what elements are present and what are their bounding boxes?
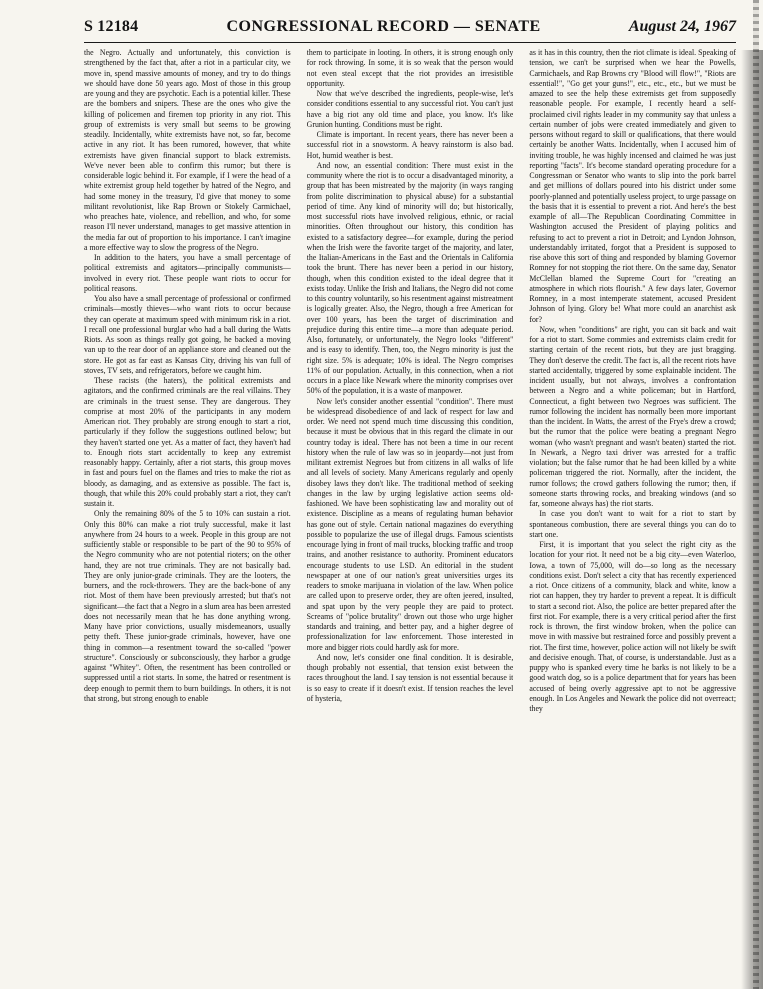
page-header bbox=[84, 18, 736, 44]
column-1 bbox=[84, 48, 291, 980]
paragraph: as it has in this country, then the riot climate is ideal. Speaking of tension, we can't be surprised when we hear the Powells, Carmichaels, and Rap Browns cry "Blood will flow!", "Riots are essential!", "Go get your guns!", etc., etc., etc., but we must be amazed to see the help these extremists get from supposedly reasonable people. For example, I recently heard a self-proclaimed civil rights leader in my community say that unless a certain number of jobs were created immediately and given to persons without regard to skill or qualifications, that there would certainly be another Watts. Incidentally, when I accused him of inviting trouble, he was highly incensed and claimed he was just reporting "facts". It's become standard operating procedure for a Congressman or Senator who wants to slip into the pork barrel and get millions of dollars poured into his district under some poorly-planned and potentially useless project, to urge passage on the basis that it is essential to prevent a riot. And here's the best example of all—The Republican Coordinating Committee in Washington accused the President of playing politics and refusing to act to prevent a riot in Detroit; and Lyndon Johnson, understandably irritated, forgot that a President is supposed to rise above this sort of thing and responded by blaming Governor Romney for not stopping the riot there. On the same day, Senator McClellan blamed the Supreme Court for "creating an atmosphere in which riots flourish." A few days later, Governor Romney, in a most intemperate statement, accused President Johnson of lying. Glory be! What more could an anarchist ask for? bbox=[529, 48, 736, 324]
paragraph: Now, when "conditions" are right, you can sit back and wait for a riot to start. Some commies and extremists claim credit for starting certain of the recent riots, but they are just bragging. They don't deserve the credit. The fact is, all the recent riots have started accidentally, triggered by some explainable incident. The incident usually, but not always, involves a confrontation between a Negro and a white policeman; but in Hartford, Connecticut, a fight between two Negroes was sufficient. The rumor following the incident has normally been more important than the incident. In Watts, the arrest of the Frye's drew a crowd; but the rumor that the police were beating a pregnant Negro woman (who wasn't pregnant and wasn't beaten) started the riot. In Newark, a Negro taxi driver was arrested for a traffic violation; but the false rumor that he had been killed by a white policeman triggered the riot. Normally, after the incident, the rumor follows; the crowd gathers following the rumor; then, if someone starts throwing rocks, and breaking windows (and so far, someone always has) the riot starts. bbox=[529, 324, 736, 508]
paragraph: In case you don't want to wait for a riot to start by spontaneous combustion, there are several things you can do to start one. bbox=[529, 509, 736, 539]
column-3 bbox=[529, 48, 736, 980]
scan-border bbox=[753, 0, 759, 989]
paragraph: These racists (the haters), the political extremists and agitators, and the confirmed criminals are the real villains. They are criminals in the truest sense. They are dangerous. They comprise at most 20% of the participants in any modern American riot. They probably are strong enough to start a riot, particularly if they follow the suggestions outlined below; but they haven't started one yet. As a matter of fact, they haven't had to. Enough riots start accidentally to keep any extremist reasonably happy. Certainly, after a riot starts, this group moves in fast and pours fuel on the flames and tries to make the riot as bloody, as damaging, and as extensive as possible. The fact is, though, that while this 20% could probably start a riot, they can't sustain it. bbox=[84, 376, 291, 508]
publication-title: CONGRESSIONAL RECORD — SENATE bbox=[226, 18, 541, 35]
paragraph: You also have a small percentage of professional or confirmed criminals—mostly thieves—who want riots to occur because they can operate at maximum speed with minimum risk in a riot. I recall one professional burglar who had a ball during the Watts Riots. As soon as things really got going, he backed a moving van up to the rear door of an appliance store and cleaned out the store. He got as far east as Kansas City, driving his van full of stoves, TV sets, and refrigerators, before we caught him. bbox=[84, 294, 291, 375]
header-rule bbox=[84, 42, 736, 43]
paragraph: Now let's consider another essential "condition". There must be widespread disobedience of and lack of respect for law and order. We need not spend much time discussing this condition, because it must be obvious that in this regard the climate in our country today is ideal. There has not been a time in our recent history when the rule of law was so in jeopardy—not just from militant extremist Negroes but from citizens in all walks of life and all levels of society. Many Americans regularly and openly disobey laws they don't like. The traditional method of seeking changes in the law by urging legislative action seems old-fashioned. We have been sophisticating law and morality out of existence. Discipline as a means of regulating human behavior has gone out of style. Certain national magazines do everything possible to popularize the use of illegal drugs. Famous scientists encourage lying in front of mail trucks, blocking traffic and troop trains, and another resistance to authority. Prominent educators encourage students to use LSD. An editorial in the student newspaper at one of our nation's great universities urges its readers to smoke marijuana in violation of the law. When police are called upon to preserve order, they are often jeered, insulted, and spat upon by the very people they are paid to protect. Screams of "police brutality" drown out those who urge higher standards and training, and better pay, and a higher degree of professionalization for law enforcement. Those interested in more and bigger riots could hardly ask for more. bbox=[306, 396, 514, 652]
paragraph: And now, an essential condition: There must exist in the community where the riot is to occur a disadvantaged minority, a group that has been mistreated by the majority (in ways ranging from polite discrimination to physical abuse) for a substantial period of time. Any kind of minority will do; but historically, most successful riots have involved religious, ethnic, or racial minorities. Often throughout our history, this condition has existed to a satisfactory degree—for example, during the period when the Irish were the favorite target of the majority, and later, the Italian-Americans in the East and the Orientals in California took the brunt. There has never been a period in our history, though, when this condition existed to the ideal degree that it exists today. Unlike the Irish and Italians, the Negro did not come to this country voluntarily, so his resentment against mistreatment is logically greater. Also, the Negro, though a free American for over 100 years, has been the target of discrimination and prejudice during this entire time—a more than adequate period. Also, fortunately, or unfortunately, the Negro looks "different" and is easy to identify. Then, too, the Negro minority is just the right size. 5% is adequate; 10% is ideal. The Negro comprises 11% of our population. Actually, in this connection, when a riot occurs in a place like Newark where the minority comprises over 50% of the population, it is a waste of manpower. bbox=[306, 160, 514, 396]
page-number: S 12184 bbox=[84, 18, 139, 35]
scan-shadow bbox=[741, 50, 763, 989]
paragraph: First, it is important that you select the right city as the location for your riot. It need not be a big city—even Waterloo, Iowa, a town of 75,000, will do—so long as the necessary conditions exist. Don't select a city that has recently experienced a riot. Once citizens of a community, black and white, know a riot can happen, they try harder to prevent a repeat. It is difficult to start a second riot. Also, the police are better prepared after the first riot. For example, there is a very critical period after the first rock is thrown, the first window broken, when the police can move in with massive but restrained force and possibly prevent a riot. The first time, however, police action will not likely be swift and decisive enough. That, of course, is understandable. Just as a puppy who is spanked every time he barks is not likely to be a good watch dog, so is a police department that for years has been accused of being overly aggressive apt to not be aggressive enough. In Los Angeles and Newark the police did not overreact; they bbox=[529, 540, 736, 713]
paragraph: In addition to the haters, you have a small percentage of political extremists and agitators—principally communists—involved in every riot. These people want riots to occur for political reasons. bbox=[84, 253, 291, 293]
paragraph: And now, let's consider one final condition. It is desirable, though probably not essential, that tension exist between the races throughout the land. I say tension is not essential because it is so easy to create if it doesn't exist. If tension reaches the level of hysteria, bbox=[306, 652, 514, 703]
paragraph: Only the remaining 80% of the 5 to 10% can sustain a riot. Only this 80% can make a riot truly successful, make it last anywhere from 24 hours to a week. People in this group are not sufficiently stable or responsible to be part of the 90 to 95% of the Negro community who are not potential rioters; on the other hand, they are not true criminals. They are not basically bad. They are only junior-grade criminals. They are the looters, the burners, and the rock-throwers. They are the back-bone of any riot. Most of them have been previously arrested; but that's not significant—the fact that a Negro in a slum area has been arrested does not necessarily mean that he has done anything wrong. Many have prior convictions, usually misdemeanors, usually petty theft. These junior-grade criminals, however, have one thing in common—a resentment toward the so-called "power structure". Consciously or subconsciously, they harbor a grudge against "Whitey". Often, the resentment has been controlled or suppressed until a riot starts. In some, the hatred or resentment is deep enough to permit them to burn buildings. In others, it is not that strong, but strong enough to enable bbox=[84, 509, 291, 703]
text-columns bbox=[84, 48, 736, 980]
publication-date: August 24, 1967 bbox=[628, 18, 736, 35]
paragraph: Climate is important. In recent years, there has never been a successful riot in a snowstorm. A heavy rainstorm is also bad. Hot, humid weather is best. bbox=[306, 130, 514, 160]
column-2 bbox=[307, 48, 514, 980]
paragraph: them to participate in looting. In others, it is strong enough only for rock throwing. In some, it is so weak that the person would not even steal except that the riot provides an irresistible opportunity. bbox=[306, 48, 514, 88]
paragraph: Now that we've described the ingredients, people-wise, let's consider conditions essential to any successful riot. You can't just have a big riot any old time and place, you know. It's like Grunion hunting. Conditions must be right. bbox=[306, 89, 514, 129]
paragraph: the Negro. Actually and unfortunately, this conviction is strengthened by the fact that, after a riot in a particular city, we move in, spend massive amounts of money, and try to do things we should have done 50 years ago. Most of those in this group are young and they are psychotic. Each is a potential killer. These are the bombers and snipers. These are the ones who give the killing of policemen and firemen top priority in any riot. This group of extremists is very small but seems to be growing steadily. Incidentally, white extremists have not, so far, become active in any riot. It has been rumored, however, that white extremists have given financial support to black extremists. We've never been able to confirm this rumor; but there is considerable logic behind it. For example, if I were the head of a white extremist group held together by hatred of the Negro, and had some money in the treasury, I'd give that money to some militant revolutionist, like Rap Brown or Stokely Carmichael, who preaches hate, violence, and rebellion, and who, for some reason I'll never understand, manages to get massive attention in the media far out of proportion to his importance. I can't imagine a more effective way to slow the progress of the Negro. bbox=[84, 48, 291, 252]
